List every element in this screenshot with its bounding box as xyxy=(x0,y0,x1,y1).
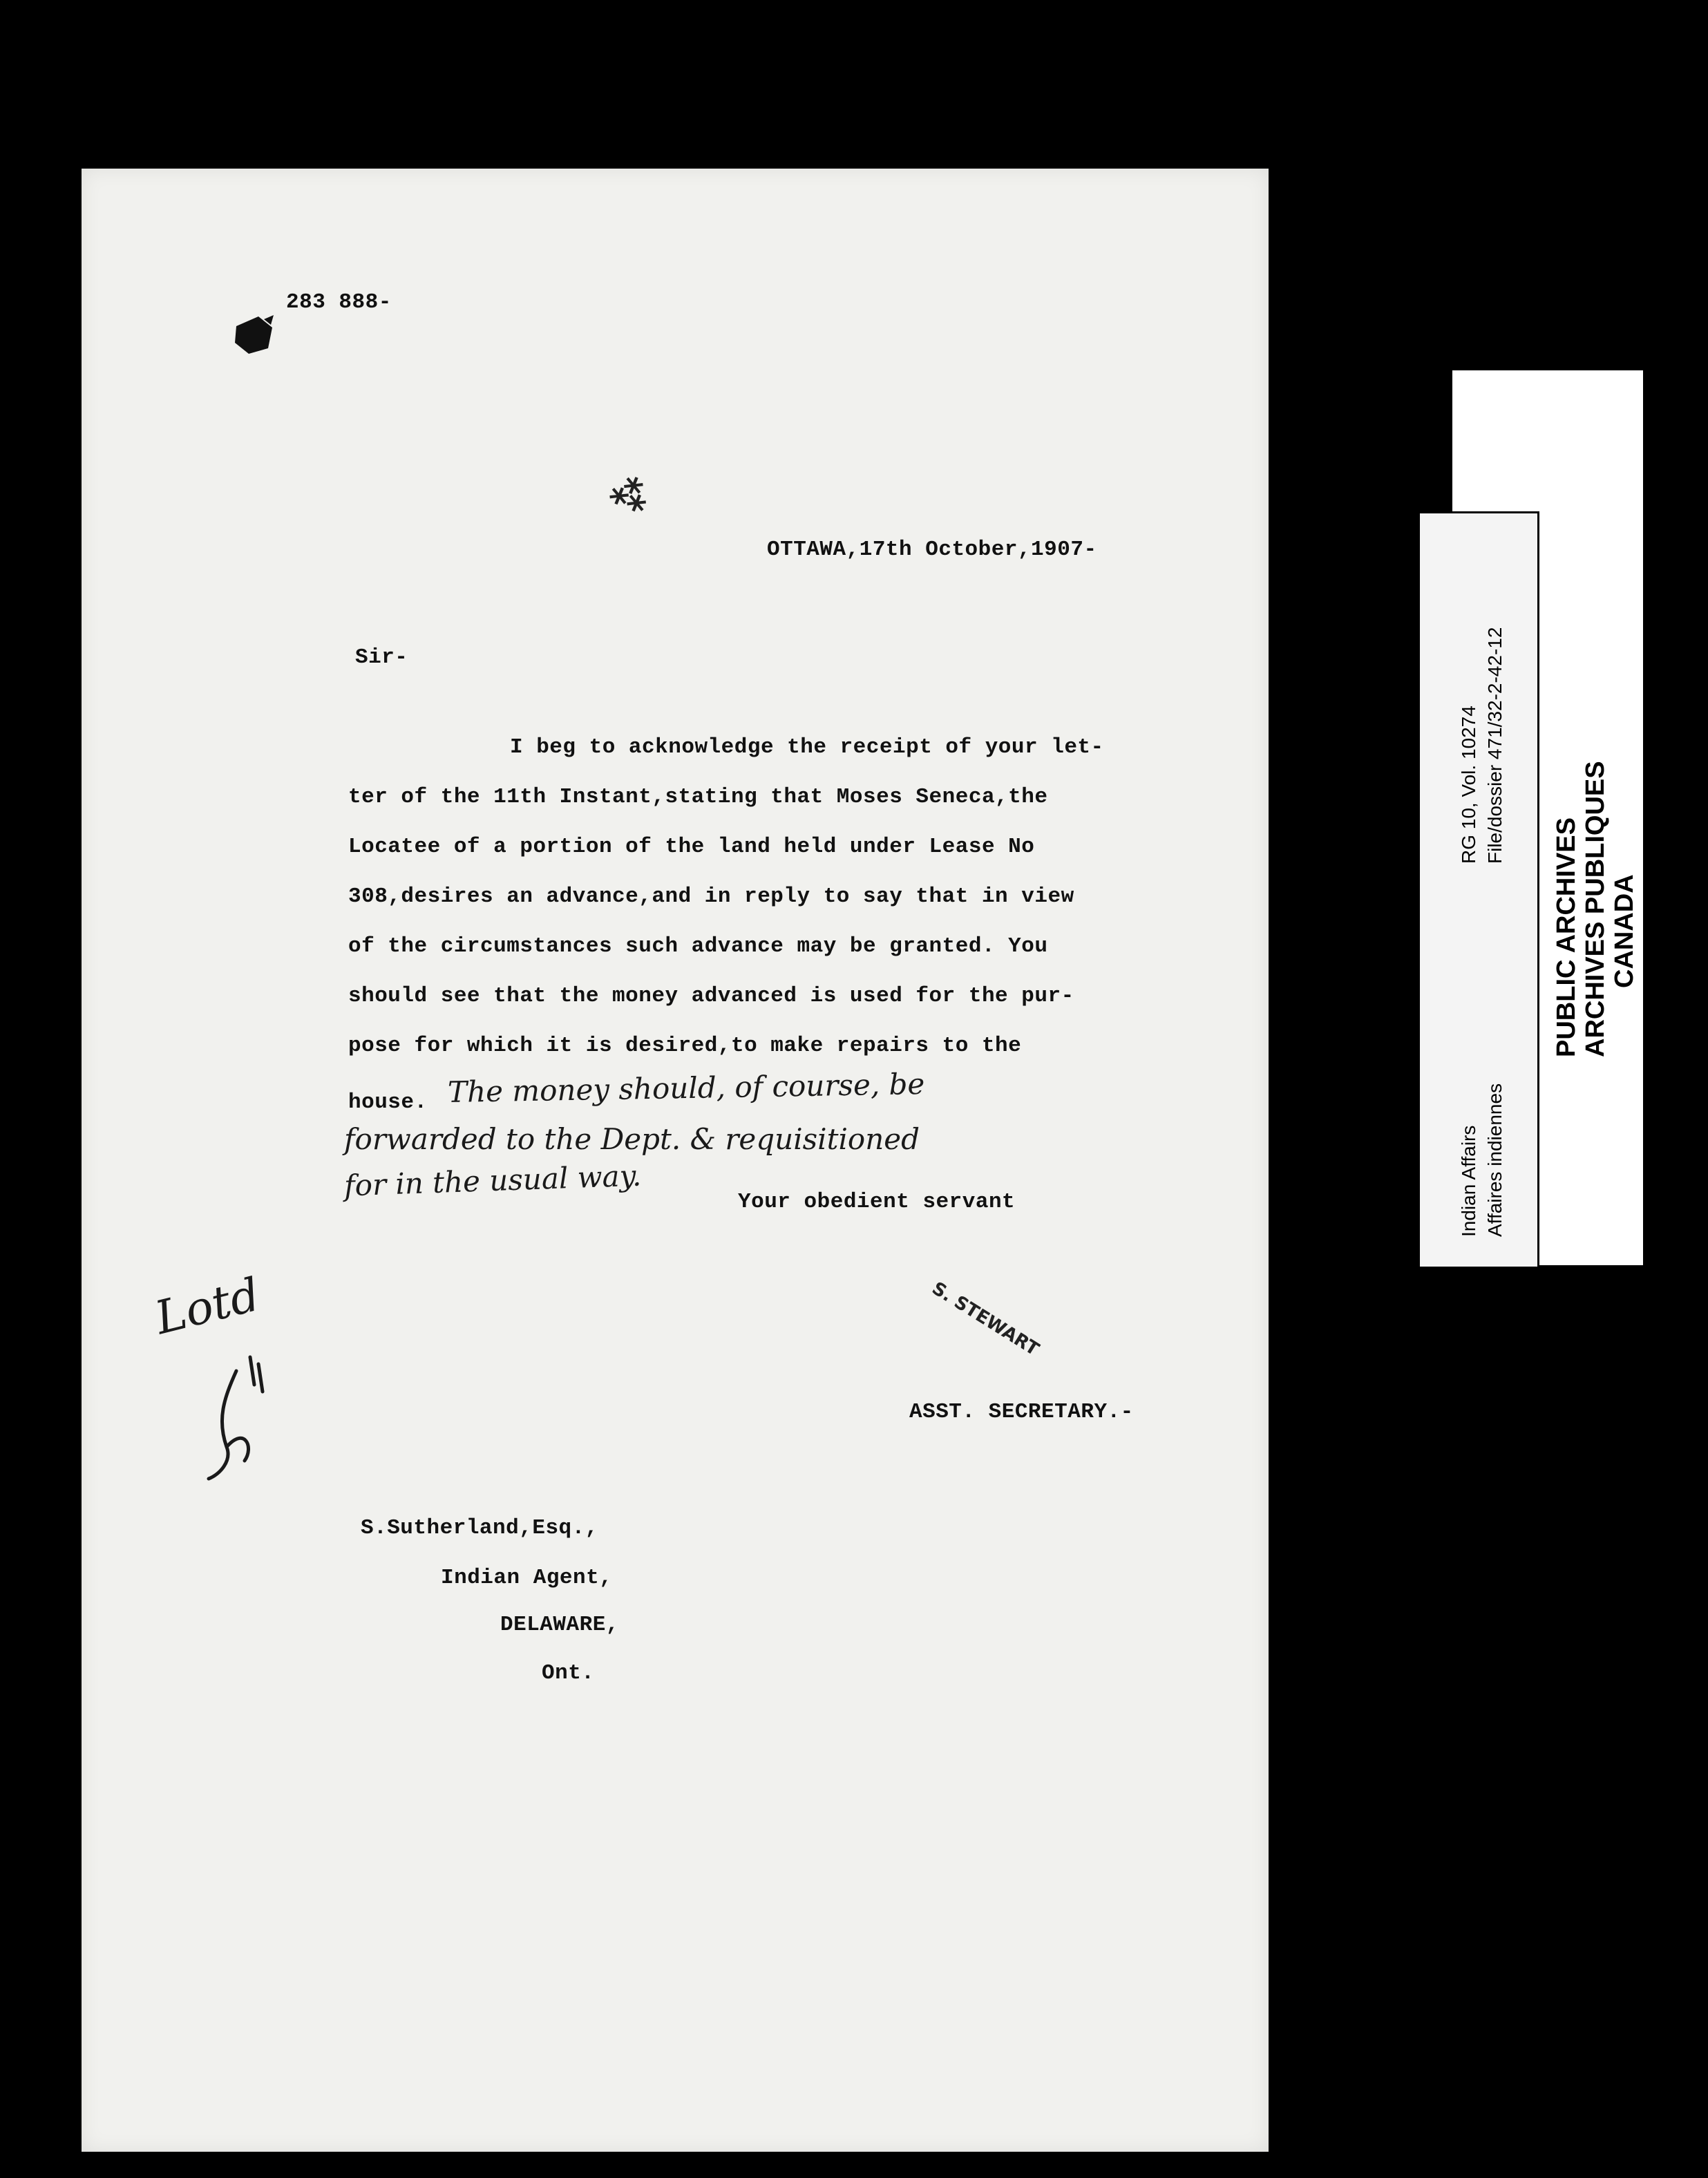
letter-page xyxy=(82,169,1269,2152)
margin-scribble xyxy=(196,1343,272,1488)
addressee-position: Indian Agent, xyxy=(441,1566,613,1590)
label-country: CANADA xyxy=(1610,874,1639,988)
label-file: File/dossier 471/32-2-42-12 xyxy=(1484,627,1506,864)
signature-stamp: S. STEWART xyxy=(928,1278,1043,1361)
margin-initials: Lotd xyxy=(149,1267,265,1345)
ink-blot xyxy=(229,312,278,358)
body-line: Locatee of a portion of the land held under Lease No xyxy=(348,835,1035,859)
body-line: 308,desires an advance,and in reply to say that in view xyxy=(348,884,1074,909)
body-line: should see that the money advanced is used for the pur- xyxy=(348,984,1074,1008)
handwritten-line: forwarded to the Dept. & requisitioned xyxy=(344,1122,920,1156)
body-line: of the circumstances such advance may be granted. You xyxy=(348,934,1048,958)
closing: Your obedient servant xyxy=(738,1190,1016,1214)
handwritten-line: for in the usual way. xyxy=(343,1158,642,1203)
body-line: pose for which it is desired,to make repairs to the xyxy=(348,1034,1022,1058)
label-archive-en: PUBLIC ARCHIVES xyxy=(1552,817,1581,1057)
body-line: house. xyxy=(348,1090,428,1115)
body-line: ter of the 11th Instant,stating that Moses Seneca,the xyxy=(348,785,1048,809)
addressee-location: DELAWARE, xyxy=(500,1613,619,1637)
salutation: Sir- xyxy=(355,645,408,670)
place-date: OTTAWA,17th October,1907- xyxy=(767,538,1097,562)
received-stamp: ⁂ xyxy=(604,466,656,522)
label-archive-fr: ARCHIVES PUBLIQUES xyxy=(1581,761,1610,1057)
addressee-name: S.Sutherland,Esq., xyxy=(361,1516,598,1540)
label-department-en: Indian Affairs xyxy=(1458,1125,1479,1237)
signatory-title: ASST. SECRETARY.- xyxy=(909,1400,1134,1424)
label-department-fr: Affaires indiennes xyxy=(1484,1083,1506,1237)
handwritten-line: The money should, of course, be xyxy=(447,1066,925,1110)
addressee-province: Ont. xyxy=(542,1661,595,1685)
body-line: I beg to acknowledge the receipt of your let- xyxy=(510,735,1104,759)
label-reference: RG 10, Vol. 10274 xyxy=(1458,706,1479,864)
file-number: 283 888- xyxy=(286,290,392,314)
